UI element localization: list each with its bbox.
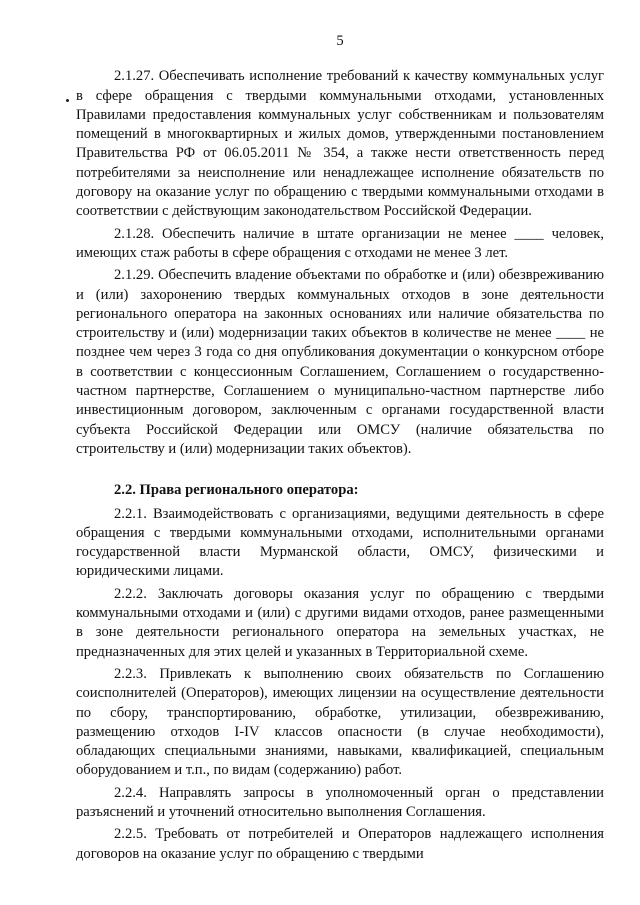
paragraph-2-1-27: 2.1.27. Обеспечивать исполнение требований к качеству коммунальных услуг в сфере обращения с твердыми коммунальными отходами, установленных Правилами предоставления коммунальных услуг собственникам и пользователям помещений в многоквартирных и жилых домов, утвержденными постановлением Правительства РФ от 06.05.2011 № 354, а также нести ответственность перед потребителями за неисполнение или ненадлежащее исполнение обязательств по договору на оказание услуг по обращению с твердыми коммунальными отходами в соответствии с действующим законодательством Российской Федерации. <box>76 68 604 220</box>
paragraph-2-1-29: 2.1.29. Обеспечить владение объектами по обработке и (или) обезвреживанию и (или) захоронению твердых коммунальных отходов в зоне деятельности регионального оператора на законных основаниях или наличие обязательства по строительству и (или) модернизации таких объектов в количестве не менее ____ не позднее чем через 3 года со дня опубликования документации о конкурсном отборе в соответствии с концессионным Соглашением, Соглашением о государственно-частном партнерстве, Соглашением о муниципально-частном партнерстве либо инвестиционным договором, заключенным с органами государственной власти субъекта Российской Федерации или ОМСУ (наличие обязательства по строительству и (или) модернизации таких объектов). <box>76 267 604 457</box>
page-number: 5 <box>336 33 344 49</box>
paragraph-2-2-2: 2.2.2. Заключать договоры оказания услуг по обращению с твердыми коммунальными отходами и (или) с другими видами отходов, ранее размещенными в зоне деятельности регионального оператора на земельных участках, не предназначенных для этих целей и указанных в Территориальной схеме. <box>76 585 604 660</box>
section-heading: 2.2. Права регионального оператора: <box>114 482 359 499</box>
paragraph-2-1-28: 2.1.28. Обеспечить наличие в штате организации не менее ____ человек, имеющих стаж работы в сфере обращения с отходами не менее 3 лет. <box>76 225 604 261</box>
paragraph-2-2-5: 2.2.5. Требовать от потребителей и Операторов надлежащего исполнения договоров на оказание услуг по обращению с твердыми <box>76 826 604 862</box>
paragraph-2-2-3: 2.2.3. Привлекать к выполнению своих обязательств по Соглашению соисполнителей (Операторов), имеющих лицензии на осуществление деятельности по сбору, транспортированию, обработке, утилизации, обезвреживанию, размещению отходов I-IV классов опасности (в случае необходимости), обладающих специальными знаниями, навыками, квалификацией, специальным оборудованием и т.п., по видам (содержанию) работ. <box>76 665 604 779</box>
scan-speck <box>66 99 69 102</box>
paragraph-2-2-4: 2.2.4. Направлять запросы в уполномоченный орган о представлении разъяснений и уточнений относительно выполнения Соглашения. <box>76 784 604 820</box>
paragraph-2-2-1: 2.2.1. Взаимодействовать с организациями, ведущими деятельность в сфере обращения с твердыми коммунальными отходами, исполнительными органами государственной власти Мурманской области, ОМСУ, физическими и юридическими лицами. <box>76 505 604 580</box>
